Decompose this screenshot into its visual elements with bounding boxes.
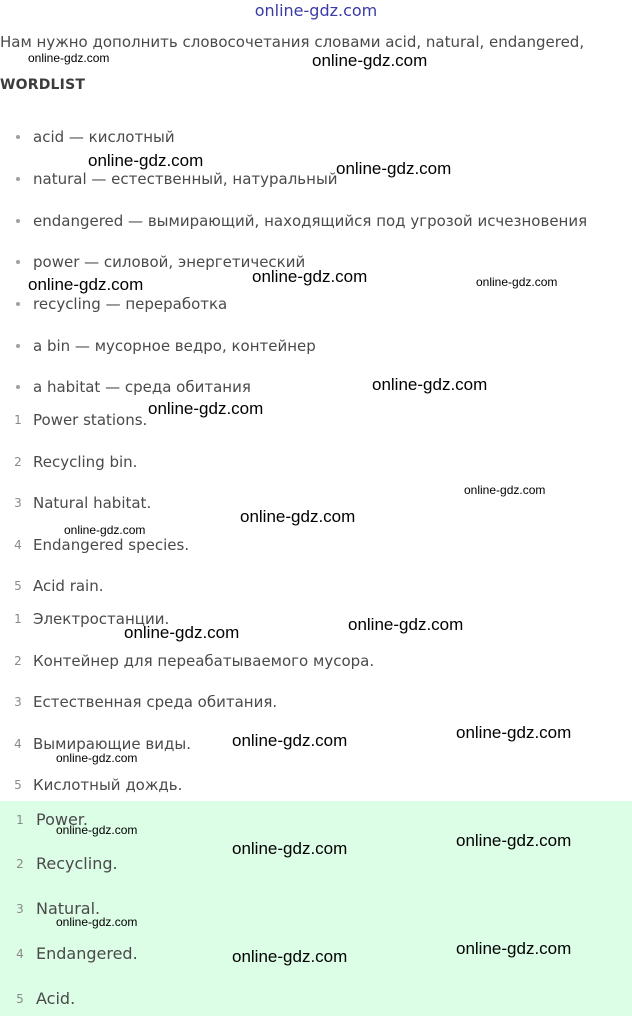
- watermark: online-gdz.com: [28, 275, 144, 294]
- watermark: online-gdz.com: [124, 623, 240, 642]
- wordlist-item-text: endangered — вымирающий, находящийся под угрозой исчезновения: [33, 212, 588, 230]
- russian-phrase-text: Электростанции.: [33, 610, 170, 628]
- english-phrase-text: Power stations.: [33, 411, 148, 429]
- list-number: 3: [14, 695, 22, 709]
- english-phrase-text: Recycling bin.: [33, 453, 138, 471]
- answer-text: Endangered.: [36, 944, 138, 963]
- wordlist-item-text: power — силовой, энергетический: [33, 253, 306, 271]
- site-link[interactable]: online-gdz.com: [254, 1, 378, 20]
- bullet-icon: [16, 260, 20, 264]
- watermark: online-gdz.com: [232, 839, 348, 858]
- list-number: 1: [14, 413, 22, 427]
- watermark: online-gdz.com: [456, 831, 572, 850]
- bullet-icon: [16, 177, 20, 181]
- watermark: online-gdz.com: [64, 523, 146, 537]
- watermark: online-gdz.com: [372, 375, 488, 394]
- answer-text: Natural.: [36, 899, 101, 918]
- wordlist-item-text: recycling — переработка: [33, 295, 228, 313]
- answer-text: Recycling.: [36, 854, 118, 873]
- wordlist-item-text: a bin — мусорное ведро, контейнер: [33, 337, 316, 355]
- intro-text: Нам нужно дополнить словосочетания словами acid, natural, endangered,: [0, 33, 585, 51]
- answer-box: [0, 801, 632, 1016]
- wordlist-heading: WORDLIST: [0, 77, 86, 93]
- list-number: 2: [16, 857, 24, 871]
- watermark: online-gdz.com: [56, 751, 138, 765]
- bullet-icon: [16, 219, 20, 223]
- list-number: 1: [14, 612, 22, 626]
- watermark: online-gdz.com: [232, 947, 348, 966]
- watermark: online-gdz.com: [148, 399, 264, 418]
- english-phrase-text: Endangered species.: [33, 536, 190, 554]
- list-number: 4: [14, 737, 22, 751]
- list-number: 2: [14, 654, 22, 668]
- answer-text: Power.: [36, 810, 88, 829]
- russian-phrase-text: Вымирающие виды.: [33, 735, 191, 753]
- bullet-icon: [16, 344, 20, 348]
- list-number: 5: [16, 992, 24, 1006]
- bullet-icon: [16, 135, 20, 139]
- watermark: online-gdz.com: [456, 723, 572, 742]
- list-number: 5: [14, 778, 22, 792]
- list-number: 4: [14, 538, 22, 552]
- english-phrase-text: Natural habitat.: [33, 494, 152, 512]
- watermark: online-gdz.com: [28, 51, 110, 65]
- list-number: 3: [16, 902, 24, 916]
- watermark: online-gdz.com: [56, 915, 138, 929]
- watermark: online-gdz.com: [456, 939, 572, 958]
- bullet-icon: [16, 385, 20, 389]
- watermark: online-gdz.com: [56, 823, 138, 837]
- wordlist-item-text: natural — естественный, натуральный: [33, 170, 338, 188]
- english-phrase-text: Acid rain.: [33, 577, 104, 595]
- watermark: online-gdz.com: [336, 159, 452, 178]
- watermark: online-gdz.com: [252, 267, 368, 286]
- bullet-icon: [16, 302, 20, 306]
- list-number: 1: [16, 813, 24, 827]
- watermark: online-gdz.com: [464, 483, 546, 497]
- list-number: 3: [14, 496, 22, 510]
- russian-phrase-text: Контейнер для переабатываемого мусора.: [33, 652, 375, 670]
- russian-phrase-text: Кислотный дождь.: [33, 776, 183, 794]
- answer-text: Acid.: [36, 989, 76, 1008]
- list-number: 2: [14, 455, 22, 469]
- watermark: online-gdz.com: [476, 275, 558, 289]
- watermark: online-gdz.com: [240, 507, 356, 526]
- watermark: online-gdz.com: [88, 151, 204, 170]
- list-number: 5: [14, 579, 22, 593]
- watermark: online-gdz.com: [348, 615, 464, 634]
- watermark: online-gdz.com: [232, 731, 348, 750]
- wordlist-item-text: a habitat — среда обитания: [33, 378, 251, 396]
- list-number: 4: [16, 947, 24, 961]
- wordlist-item-text: acid — кислотный: [33, 128, 175, 146]
- russian-phrase-text: Естественная среда обитания.: [33, 693, 278, 711]
- watermark: online-gdz.com: [312, 51, 428, 70]
